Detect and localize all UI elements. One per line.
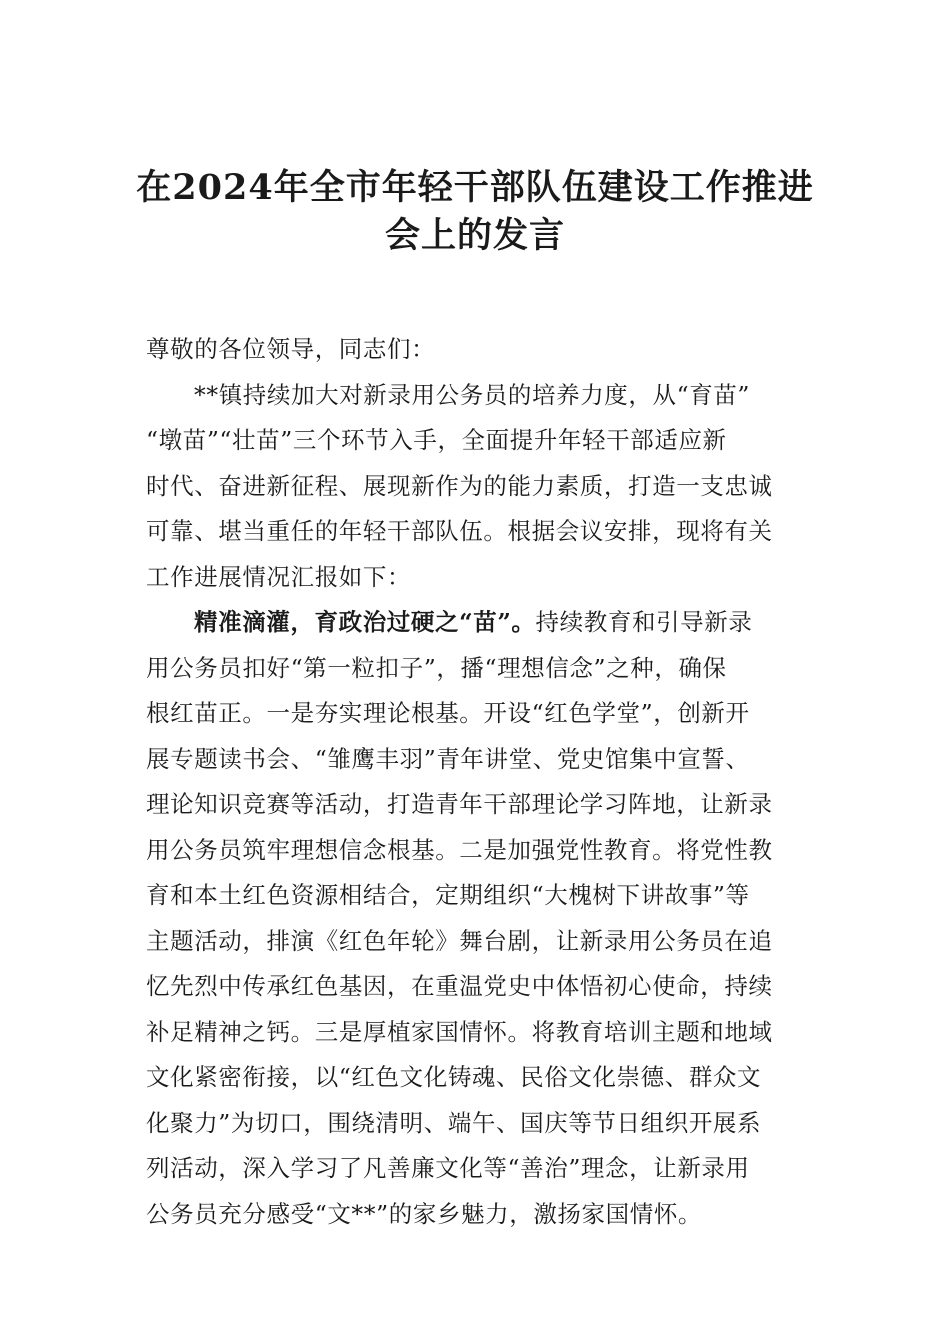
document-body [146, 327, 808, 1237]
section-1-line: 列活动，深入学习了凡善廉文化等“善治”理念，让新录用 [146, 1154, 750, 1182]
section-1-line: 理论知识竞赛等活动，打造青年干部理论学习阵地，让新录 [146, 790, 773, 818]
intro-line: 可靠、堪当重任的年轻干部队伍。根据会议安排，现将有关 [146, 517, 773, 545]
section-1-first-line [146, 600, 808, 646]
section-1-line: 育和本土红色资源相结合，定期组织“大槐树下讲故事”等 [146, 881, 750, 909]
section-1-line: 展专题读书会、“雏鹰丰羽”青年讲堂、党史馆集中宣誓、 [146, 744, 750, 773]
intro-line: **镇持续加大对新录用公务员的培养力度，从“育苗” [194, 380, 751, 409]
section-1-line: 公务员充分感受“文**”的家乡魅力，激扬家国情怀。 [146, 1199, 703, 1228]
section-1-line: 用公务员扣好“第一粒扣子”，播“理想信念”之种，确保 [146, 653, 727, 682]
document-title-line-1: 在2024年全市年轻干部队伍建设工作推进 [136, 167, 814, 208]
section-1-line: 补足精神之钙。三是厚植家国情怀。将教育培训主题和地域 [146, 1017, 773, 1046]
section-1-line: 主题活动，排演《红色年轮》舞台剧，让新录用公务员在追 [146, 926, 773, 955]
section-1-line: 根红苗正。一是夯实理论根基。开设“红色学堂”，创新开 [146, 699, 750, 727]
section-1-line: 用公务员筑牢理想信念根基。二是加强党性教育。将党性教 [146, 835, 773, 864]
section-1-heading: 精准滴灌，育政治过硬之“苗”。 [194, 608, 536, 636]
intro-line: “墩苗”“壮苗”三个环节入手，全面提升年轻干部适应新 [146, 426, 727, 454]
section-1-line: 文化紧密衔接，以“红色文化铸魂、民俗文化崇德、群众文 [146, 1063, 762, 1091]
section-1-line: 忆先烈中传承红色基因，在重温党史中体悟初心使命，持续 [146, 972, 773, 1000]
document-title-line-2: 会上的发言 [384, 215, 565, 256]
intro-line: 时代、奋进新征程、展现新作为的能力素质，打造一支忠诚 [146, 471, 773, 500]
salutation: 尊敬的各位领导，同志们： [146, 335, 436, 363]
section-1-line: 化聚力”为切口，围绕清明、端午、国庆等节日组织开展系 [146, 1108, 762, 1137]
intro-line: 工作进展情况汇报如下： [146, 562, 412, 591]
section-1-first-line-text: 持续教育和引导新录 [535, 608, 753, 636]
